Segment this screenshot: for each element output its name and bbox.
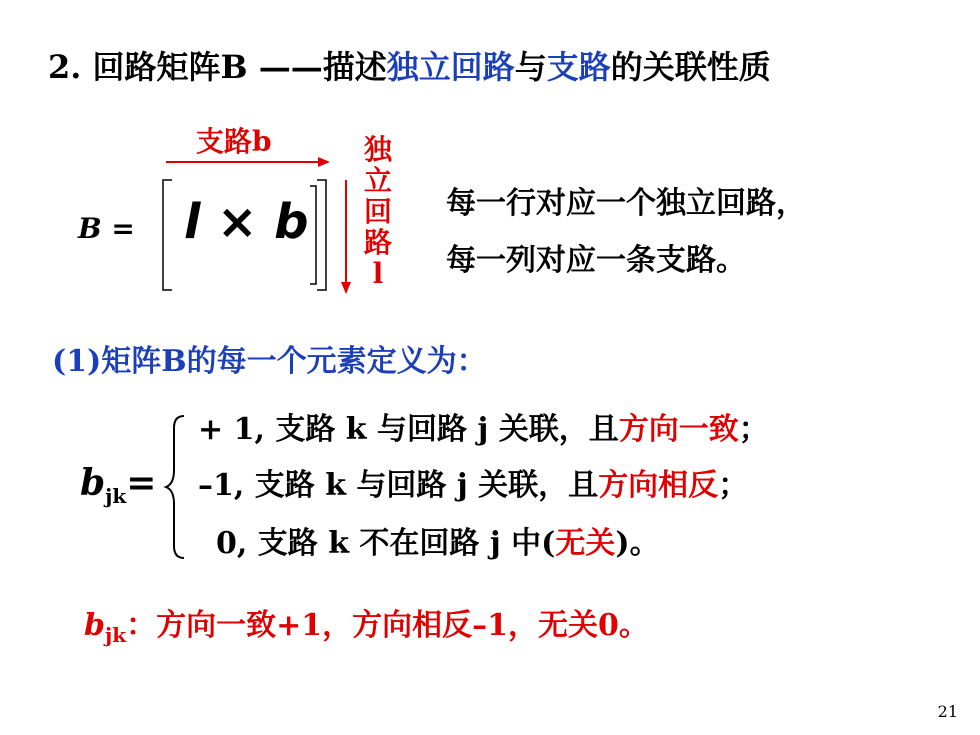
matrix-size: l × b <box>184 194 309 250</box>
case3-text: 0, 支路 k 不在回路 j 中( <box>216 526 556 561</box>
case-same-direction <box>198 404 769 448</box>
bjk-symbol: b <box>80 462 106 504</box>
independent-loop-label: 独立回路l <box>363 133 392 290</box>
bjk-lhs <box>80 462 156 508</box>
loop-arrow-head <box>341 282 351 294</box>
title-keyword-independent-loop: 独立回路 <box>386 48 515 86</box>
page-number: 21 <box>937 702 958 721</box>
title-prefix: 2. 回路矩阵B ——描述 <box>48 48 387 86</box>
bjk-equals: = <box>126 462 157 504</box>
branch-label: 支路b <box>196 125 272 158</box>
case-opposite-direction <box>198 460 748 504</box>
title-suffix: 的关联性质 <box>610 48 771 86</box>
summary-text: ：方向一致+1，方向相反–1，无关0。 <box>126 608 649 643</box>
summary-symbol: b <box>84 608 105 643</box>
case1-text: + 1, 支路 k 与回路 j 关联，且 <box>198 412 619 447</box>
left-bracket <box>163 180 172 290</box>
slide-title <box>48 42 771 88</box>
title-keyword-branch: 支路 <box>546 48 611 86</box>
right-bracket-inner <box>310 186 316 284</box>
case3-highlight: 无关 <box>555 526 616 561</box>
title-connector: 与 <box>514 48 547 86</box>
case1-highlight: 方向一致 <box>618 412 739 447</box>
case3-end: )。 <box>615 526 660 561</box>
curly-brace <box>162 412 192 562</box>
branch-arrow-head <box>318 157 330 167</box>
right-bracket-outer <box>317 180 326 290</box>
case1-end: ； <box>738 412 769 447</box>
description-row: 每一行对应一个独立回路， <box>446 186 806 221</box>
case2-highlight: 方向相反 <box>598 468 719 503</box>
case2-text: –1, 支路 k 与回路 j 关联，且 <box>198 468 599 503</box>
summary <box>84 600 649 647</box>
case-unrelated <box>216 518 660 562</box>
case2-end: ； <box>718 468 749 503</box>
loop-arrow <box>336 178 356 298</box>
bjk-subscript: jk <box>105 484 127 509</box>
matrix-lhs: B = <box>78 212 135 245</box>
description-column: 每一列对应一条支路。 <box>446 243 746 278</box>
summary-subscript: jk <box>104 623 127 647</box>
definition-title: (1)矩阵B的每一个元素定义为： <box>52 344 487 379</box>
